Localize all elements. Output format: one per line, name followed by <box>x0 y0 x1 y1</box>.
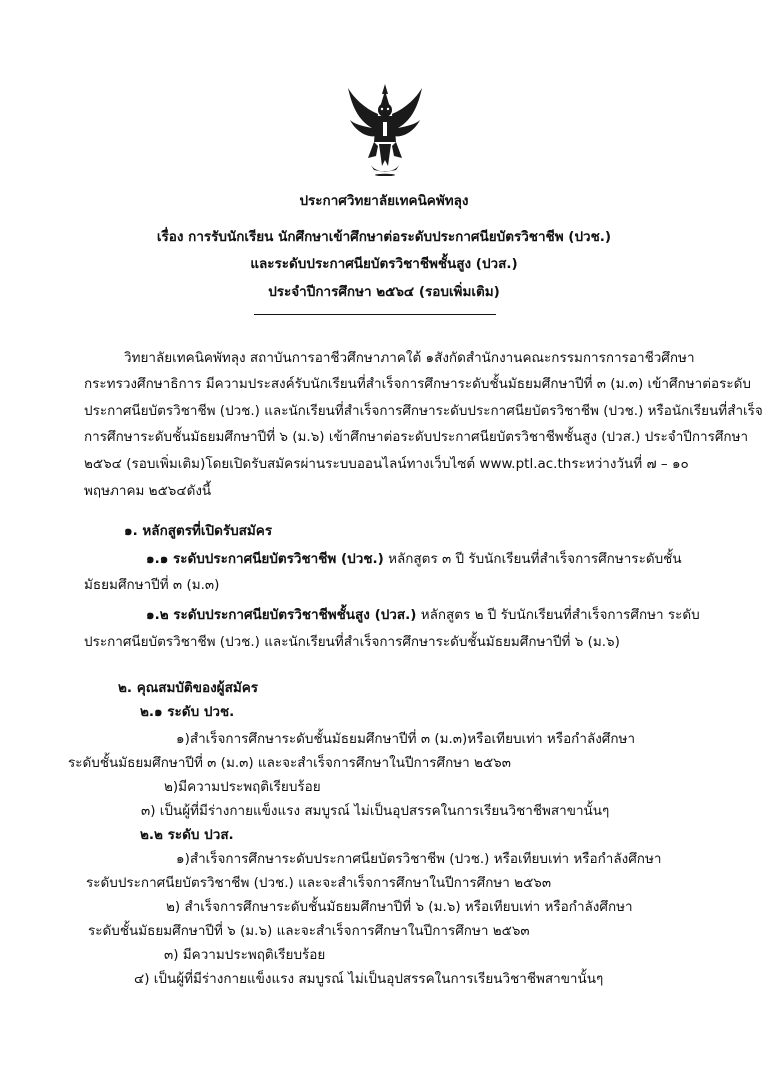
pvc-qualification-3: ๓) เป็นผู้ที่มีร่างกายแข็งแรง สมบูรณ์ ไม่เป็นอุปสรรคในการเรียนวิชาชีพสาขานั้นๆ <box>141 803 610 819</box>
section-1-item-1-line-2: มัธยมศึกษาปีที่ ๓ (ม.๓) <box>84 577 220 593</box>
section-1-item-2-text: หลักสูตร ๒ ปี รับนักเรียนที่สำเร็จการศึกษา ระดับ <box>416 607 700 623</box>
pvc-qualification-1: ๑)สำเร็จการศึกษาระดับชั้นมัธยมศึกษาปีที่ ๓ (ม.๓)หรือเทียบเท่า หรือกำลังศึกษา <box>176 731 636 747</box>
pvs-qualification-2: ๒) สำเร็จการศึกษาระดับชั้นมัธยมศึกษาปีที่ ๖ (ม.๖) หรือเทียบเท่า หรือกำลังศึกษา <box>166 899 633 915</box>
header-separator-line <box>254 314 496 315</box>
pvs-qualification-2-line-2: ระดับชั้นมัธยมศึกษาปีที่ ๖ (ม.๖) และจะสำเร็จการศึกษาในปีการศึกษา ๒๕๖๓ <box>88 923 530 939</box>
section-1-item-1-title: ๑.๑ ระดับประกาศนียบัตรวิชาชีพ (ปวช.) <box>146 551 384 567</box>
section-2-sub-2-heading: ๒.๒ ระดับ ปวส. <box>140 827 234 843</box>
intro-line-1: วิทยาลัยเทคนิคพัทลุง สถาบันการอาชีวศึกษาภาคใต้ ๑สังกัดสำนักงานคณะกรรมการการอาชีวศึกษา <box>124 350 695 366</box>
section-1-item-2-title: ๑.๒ ระดับประกาศนียบัตรวิชาชีพชั้นสูง (ปวส.) <box>146 607 417 623</box>
section-1-item-2 <box>146 605 700 625</box>
subject-line-1: เรื่อง การรับนักเรียน นักศึกษาเข้าศึกษาต่อระดับประกาศนียบัตรวิชาชีพ (ปวช.) <box>156 229 612 245</box>
intro-line-3: ประกาศนียบัตรวิชาชีพ (ปวช.) และนักเรียนที่สำเร็จการศึกษาระดับประกาศนียบัตรวิชาชีพ (ปวช.) หรือนักเรียนที่สำเร็จ <box>84 403 763 419</box>
intro-line-5: ๒๕๖๔ (รอบเพิ่มเติม)โดยเปิดรับสมัครผ่านระบบออนไลน์ทางเว็บไซต์ www.ptl.ac.thระหว่างวันที่ ๗ – ๑๐ <box>84 456 689 472</box>
section-1-item-1 <box>146 549 682 569</box>
section-2-sub-1-heading: ๒.๑ ระดับ ปวช. <box>140 704 235 720</box>
section-1-heading: ๑. หลักสูตรที่เปิดรับสมัคร <box>124 523 273 539</box>
announcement-title: ประกาศวิทยาลัยเทคนิคพัทลุง <box>299 193 469 209</box>
section-1-item-1-text: หลักสูตร ๓ ปี รับนักเรียนที่สำเร็จการศึกษาระดับชั้น <box>383 551 682 567</box>
pvs-qualification-1: ๑)สำเร็จการศึกษาระดับประกาศนียบัตรวิชาชีพ (ปวช.) หรือเทียบเท่า หรือกำลังศึกษา <box>176 851 662 867</box>
pvc-qualification-1-line-2: ระดับชั้นมัธยมศึกษาปีที่ ๓ (ม.๓) และจะสำเร็จการศึกษาในปีการศึกษา ๒๕๖๓ <box>68 755 511 771</box>
subject-line-2: และระดับประกาศนียบัตรวิชาชีพชั้นสูง (ปวส.) <box>250 256 518 272</box>
pvc-qualification-2: ๒)มีความประพฤติเรียบร้อย <box>164 779 321 795</box>
pvs-qualification-1-line-2: ระดับประกาศนียบัตรวิชาชีพ (ปวช.) และจะสำเร็จการศึกษาในปีการศึกษา ๒๕๖๓ <box>86 875 552 891</box>
garuda-emblem-icon <box>346 84 424 176</box>
pvs-qualification-4: ๔) เป็นผู้ที่มีร่างกายแข็งแรง สมบูรณ์ ไม่เป็นอุปสรรคในการเรียนวิชาชีพสาขานั้นๆ <box>134 971 604 987</box>
intro-line-2: กระทรวงศึกษาธิการ มีความประสงค์รับนักเรียนที่สำเร็จการศึกษาระดับชั้นมัธยมศึกษาปีที่ ๓ (ม.๓) เข้าศึกษาต่อระดับ <box>84 376 751 392</box>
section-1-item-2-line-2: ประกาศนียบัตรวิชาชีพ (ปวช.) และนักเรียนที่สำเร็จการศึกษาระดับชั้นมัธยมศึกษาปีที่ ๖ (ม.๖) <box>84 634 620 650</box>
intro-line-6: พฤษภาคม ๒๕๖๔ดังนี้ <box>84 483 212 499</box>
section-2-heading: ๒. คุณสมบัติของผู้สมัคร <box>118 680 259 696</box>
pvs-qualification-3: ๓) มีความประพฤติเรียบร้อย <box>164 947 326 963</box>
subject-line-3: ประจำปีการศึกษา ๒๕๖๔ (รอบเพิ่มเติม) <box>268 284 500 300</box>
intro-line-4: การศึกษาระดับชั้นมัธยมศึกษาปีที่ ๖ (ม.๖) เข้าศึกษาต่อระดับประกาศนียบัตรวิชาชีพชั้นสูง (ปวส.) ประจำปีการศึกษา <box>84 429 749 445</box>
